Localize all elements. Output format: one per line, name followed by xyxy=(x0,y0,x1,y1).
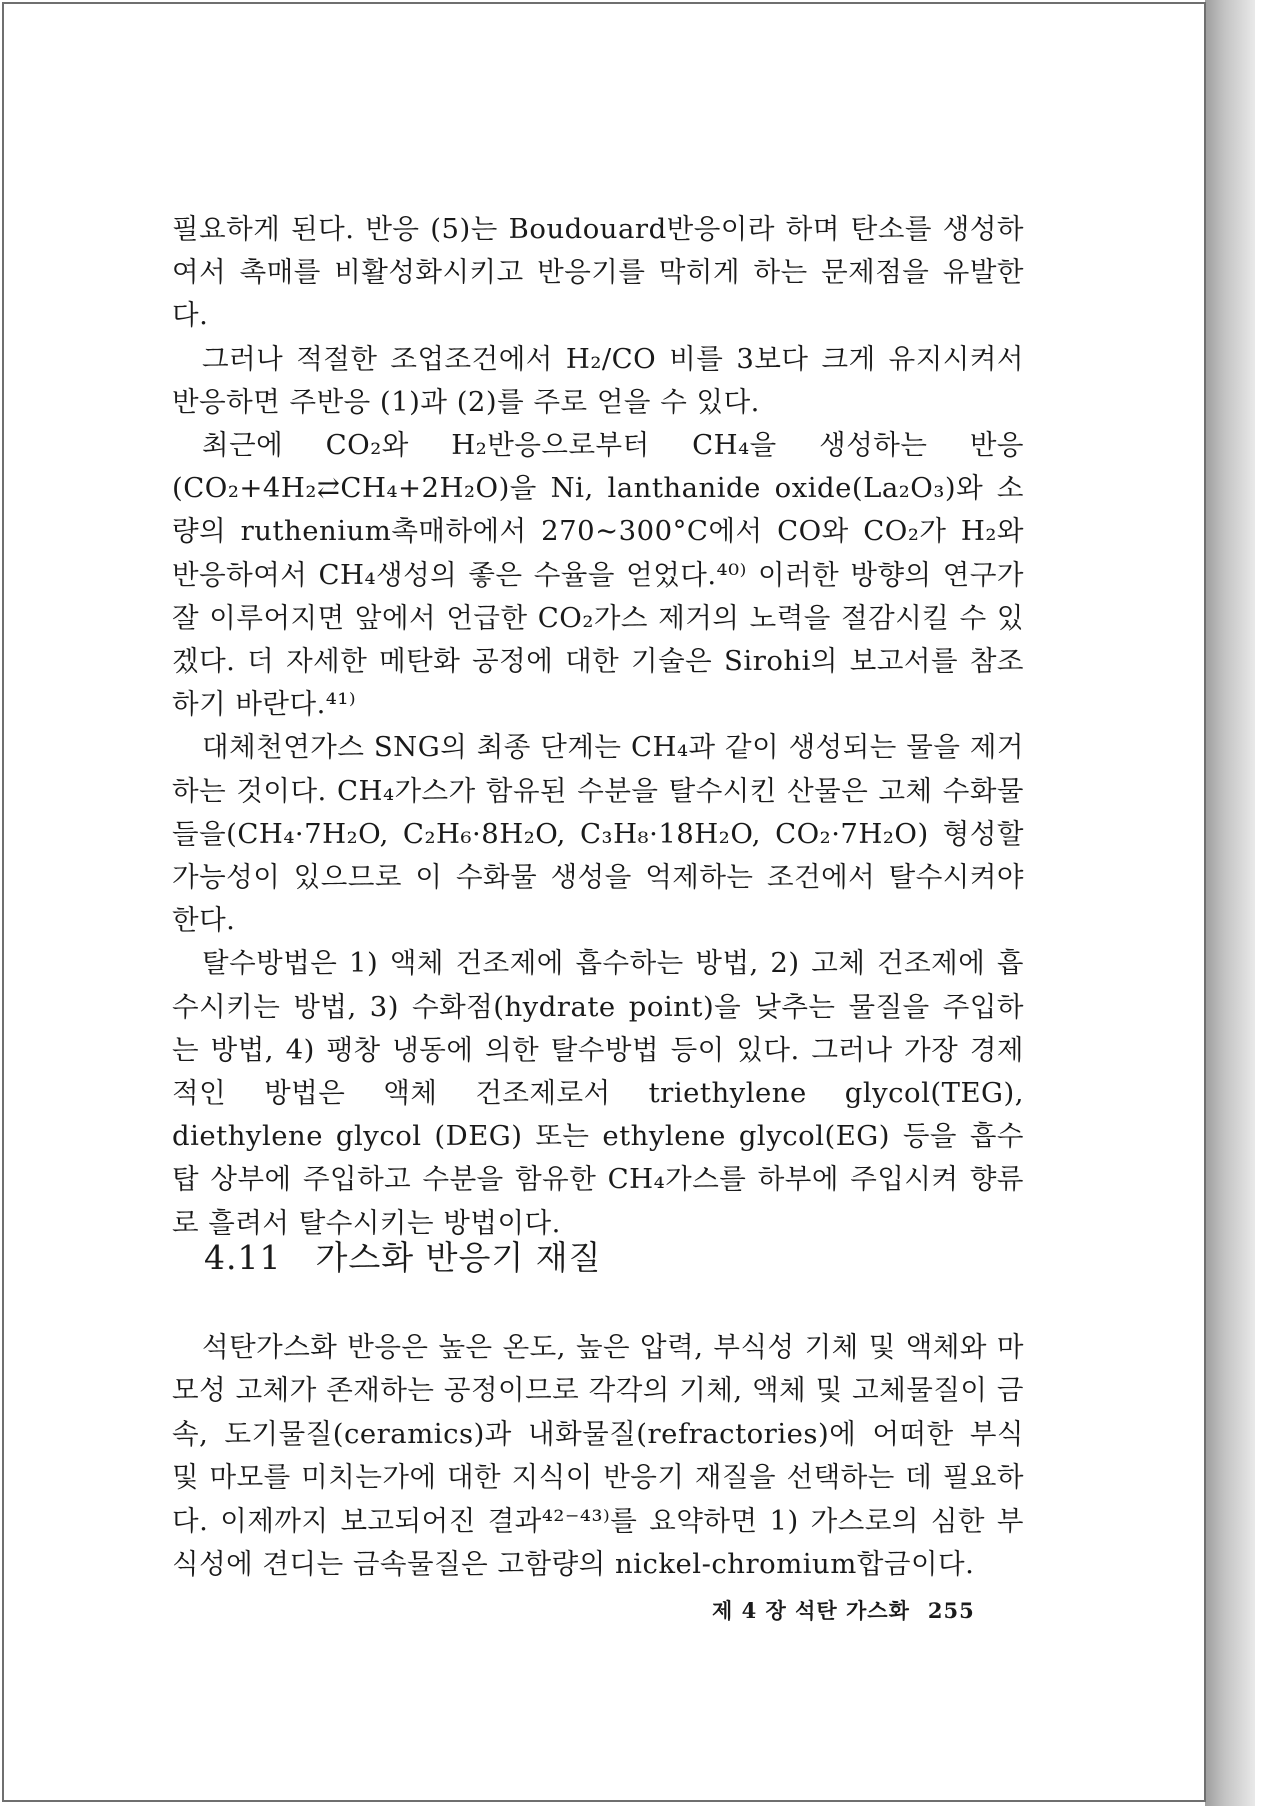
page-edge-shadow xyxy=(1205,0,1255,1806)
body-text xyxy=(172,208,1024,1245)
paragraph-reactor-materials: 석탄가스화 반응은 높은 온도, 높은 압력, 부식성 기체 및 액체와 마모성 고체가 존재하는 공정이므로 각각의 기체, 액체 및 고체물질이 금속, 도기물질(ceramics)과 내화물질(refractories)에 어떠한 부식 및 마모를 미치는가에 대한 지식이 반응기 재질을 선택하는 데 필요하다. 이제까지 보고되어진 결과⁴²⁻⁴³⁾를 요약하면 1) 가스로의 심한 부식성에 견디는 금속물질은 고함량의 nickel-chromium합금이다. xyxy=(172,1331,1024,1581)
section-title: 가스화 반응기 재질 xyxy=(315,1238,602,1277)
section-body xyxy=(172,1326,1024,1586)
page-number: 255 xyxy=(927,1598,975,1623)
section-number: 4.11 xyxy=(204,1238,282,1277)
paragraph-sng-dehydration: 대체천연가스 SNG의 최종 단계는 CH₄과 같이 생성되는 물을 제거하는 것이다. CH₄가스가 함유된 수분을 탈수시킨 산물은 고체 수화물들을(CH₄·7H₂O, C₂H₆·8H₂O, C₃H₈·18H₂O, CO₂·7H₂O) 형성할 가능성이 있으므로 이 수화물 생성을 억제하는 조건에서 탈수시켜야 한다. xyxy=(172,731,1024,937)
section-heading xyxy=(204,1236,602,1280)
paragraph-co2-methanation: 최근에 CO₂와 H₂반응으로부터 CH₄을 생성하는 반응(CO₂+4H₂⇄CH₄+2H₂O)을 Ni, lanthanide oxide(La₂O₃)와 소량의 ruthenium촉매하에서 270∼300°C에서 CO와 CO₂가 H₂와 반응하여서 CH₄생성의 좋은 수율을 얻었다.⁴⁰⁾ 이러한 방향의 연구가 잘 이루어지면 앞에서 언급한 CO₂가스 제거의 노력을 절감시킬 수 있겠다. 더 자세한 메탄화 공정에 대한 기술은 Sirohi의 보고서를 참조하기 바란다.⁴¹⁾ xyxy=(172,429,1024,721)
chapter-title: 제 4 장 석탄 가스화 xyxy=(712,1598,910,1623)
book-page xyxy=(2,2,1206,1802)
running-footer xyxy=(712,1596,975,1626)
paragraph-operating-conditions: 그러나 적절한 조업조건에서 H₂/CO 비를 3보다 크게 유지시켜서 반응하면 주반응 (1)과 (2)를 주로 얻을 수 있다. xyxy=(172,342,1024,418)
paragraph-boudouard: 필요하게 된다. 반응 (5)는 Boudouard반응이라 하며 탄소를 생성하여서 촉매를 비활성화시키고 반응기를 막히게 하는 문제점을 유발한다. xyxy=(172,213,1024,332)
paragraph-dehydration-methods: 탈수방법은 1) 액체 건조제에 흡수하는 방법, 2) 고체 건조제에 흡수시키는 방법, 3) 수화점(hydrate point)을 낮추는 물질을 주입하는 방법, 4) 팽창 냉동에 의한 탈수방법 등이 있다. 그러나 가장 경제적인 방법은 액체 건조제로서 triethylene glycol(TEG), diethylene glycol (DEG) 또는 ethylene glycol(EG) 등을 흡수탑 상부에 주입하고 수분을 함유한 CH₄가스를 하부에 주입시켜 향류로 흘려서 탈수시키는 방법이다. xyxy=(172,947,1024,1239)
